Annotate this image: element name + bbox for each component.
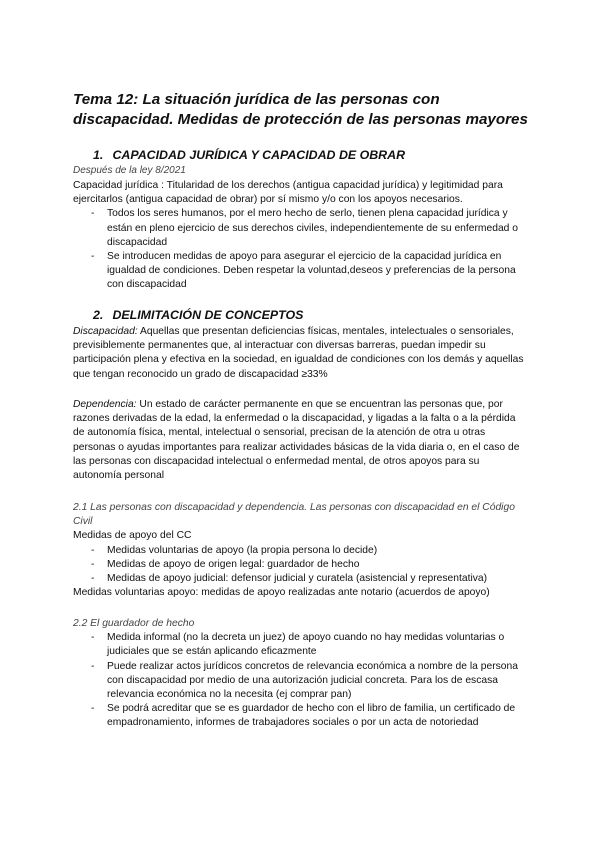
section-2-2-bullet-2: - Puede realizar actos jurídicos concretos de relevancia económica a nombre de la persona con discapacidad por medio de una autorización judicial concreta. Para los de escasa relevancia económica no la necesita (ej comprar pan) [73, 660, 529, 703]
section-1-bullet-2: - Se introducen medidas de apoyo para asegurar el ejercicio de la capacidad jurídica en igualdad de condiciones. Deben respetar la voluntad,deseos y preferencias de la persona con discapacidad [73, 250, 529, 293]
section-1-heading-text: CAPACIDAD JURÍDICA Y CAPACIDAD DE OBRAR [112, 148, 406, 162]
section-2-1-bullet-1: - Medidas voluntarias de apoyo (la propia persona lo decide) [73, 544, 529, 558]
section-2-heading [93, 307, 303, 323]
section-2-number: 2. [93, 308, 104, 322]
discapacidad-term: Discapacidad: [73, 326, 138, 337]
dependencia-text: Un estado de carácter permanente en que se encuentran las personas que, por razones derivadas de la edad, la enfermedad o la discapacidad, y ligadas a la falta o a la pérdida de autonomía física, mental, intelectual o sensorial, precisan de la atención de otra u otras personas o ayudas importantes para realizar actividades básicas de la vida diaria o, en el caso de las personas con discapacidad intelectual o enfermedad mental, de otros apoyos para su autonomía personal [73, 399, 520, 482]
section-2-1-bullet-list [73, 544, 529, 587]
section-1-bullet-1: - Todos los seres humanos, por el mero hecho de serlo, tienen plena capacidad jurídica y están en pleno ejercicio de sus derechos civiles, independientemente de su enfermedad o discapacidad [73, 207, 529, 250]
discapacidad-definition [73, 325, 529, 382]
section-2-2-bullet-1: - Medida informal (no la decreta un juez) de apoyo cuando no hay medidas voluntarias o judiciales que se están aplicando eficazmente [73, 631, 529, 659]
section-1-number: 1. [93, 148, 104, 162]
section-2-heading-text: DELIMITACIÓN DE CONCEPTOS [112, 308, 304, 322]
discapacidad-text: Aquellas que presentan deficiencias físicas, mentales, intelectuales o sensoriales, previsiblemente permanentes que, al interactuar con diversas barreras, puedan impedir su participación plena y efectiva en la sociedad, en igualdad de condiciones con los demás y aquellas que tengan reconocido un grado de discapacidad ≥33% [73, 326, 524, 380]
dependencia-term: Dependencia: [73, 399, 137, 410]
section-2-2-bullet-3: - Se podrá acreditar que se es guardador de hecho con el libro de familia, un certificado de empadronamiento, informes de trabajadores sociales o por un acta de notoriedad [73, 702, 529, 730]
section-2-2-bullet-list [73, 631, 529, 730]
section-2-1-intro: Medidas de apoyo del CC [73, 530, 192, 542]
capacidad-juridica-paragraph: Capacidad jurídica : Titularidad de los derechos (antigua capacidad jurídica) y legitimidad para ejercitarlos (antigua capacidad de obrar) por sí mismo y/o con los apoyos necesarios. [73, 180, 503, 206]
dependencia-definition [73, 398, 529, 483]
section-2-1 [73, 501, 529, 600]
section-2-1-bullet-2: - Medidas de apoyo de origen legal: guardador de hecho [73, 558, 529, 572]
section-1-body [73, 179, 529, 293]
section-2-1-outro: Medidas voluntarias apoyo: medidas de apoyo realizadas ante notario (acuerdos de apoyo) [73, 587, 490, 599]
document-title: Tema 12: La situación jurídica de las personas con discapacidad. Medidas de protección de las personas mayores [73, 91, 528, 128]
section-1-heading [93, 147, 405, 163]
section-2-2 [73, 617, 529, 731]
section-2-1-subtitle: 2.1 Las personas con discapacidad y dependencia. Las personas con discapacidad en el Código Civil [73, 502, 515, 528]
section-2-2-subtitle: 2.2 El guardador de hecho [73, 618, 195, 629]
section-1-bullet-list [73, 207, 529, 292]
section-2-1-bullet-3: - Medidas de apoyo judicial: defensor judicial y curatela (asistencial y representativa) [73, 572, 529, 586]
section-1-subtitle: Después de la ley 8/2021 [73, 165, 186, 176]
